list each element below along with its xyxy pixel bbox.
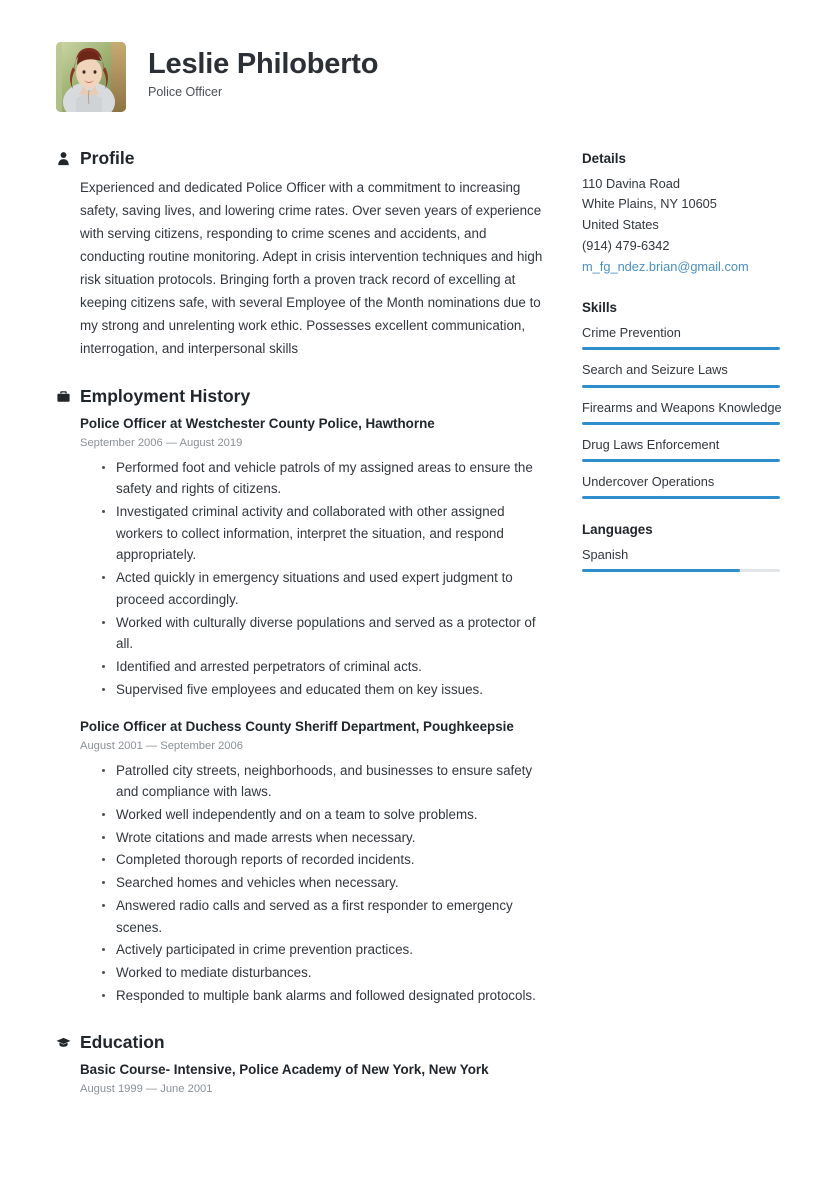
sidebar-details	[582, 150, 814, 277]
section-title: Education	[80, 1032, 165, 1053]
profile-body	[56, 176, 548, 360]
employment-heading	[56, 386, 548, 407]
address-line-1: 110 Davina Road	[582, 175, 680, 191]
skill-meter	[582, 496, 780, 499]
list-item: Searched homes and vehicles when necessary.	[116, 872, 548, 894]
list-item: Worked well independently and on a team to solve problems.	[116, 804, 548, 826]
avatar	[56, 42, 126, 112]
skill-meter	[582, 385, 780, 388]
section-title: Employment History	[80, 386, 251, 407]
entry-date: August 2001 — September 2006	[80, 740, 243, 753]
employment-body	[56, 414, 548, 1006]
list-item: Completed thorough reports of recorded incidents.	[116, 849, 548, 871]
country: United States	[582, 217, 659, 233]
list-item: Supervised five employees and educated them on key issues.	[116, 679, 548, 701]
identity-block	[148, 42, 378, 101]
entry-title: Basic Course- Intensive, Police Academy of New York, New York	[80, 1062, 489, 1078]
list-item: Worked with culturally diverse populations and served as a protector of all.	[116, 612, 548, 655]
skill-label: Crime Prevention	[582, 325, 681, 341]
skill-meter	[582, 459, 780, 462]
email-link[interactable]: m_fg_ndez.brian@gmail.com	[582, 258, 749, 274]
list-item: Wrote citations and made arrests when necessary.	[116, 827, 548, 849]
employment-entry	[80, 717, 548, 1006]
list-item: Actively participated in crime prevention practices.	[116, 939, 548, 961]
skill-meter	[582, 422, 780, 425]
section-education	[56, 1032, 548, 1097]
language-label: Spanish	[582, 546, 629, 562]
skill-label: Drug Laws Enforcement	[582, 436, 720, 452]
skill-item	[582, 398, 814, 425]
list-item: Worked to mediate disturbances.	[116, 962, 548, 984]
resume-header	[56, 42, 784, 112]
sidebar-column	[582, 148, 814, 594]
content-columns	[56, 148, 784, 1124]
address-line-2: White Plains, NY 10605	[582, 196, 717, 212]
sidebar-languages	[582, 521, 814, 572]
skill-item	[582, 360, 814, 387]
skill-meter-fill	[582, 496, 780, 499]
skill-meter-fill	[582, 347, 780, 350]
skill-label: Search and Seizure Laws	[582, 362, 728, 378]
profile-text: Experienced and dedicated Police Officer with a commitment to increasing safety, saving lives, and lowering crime rates. Over seven years of experience with serving citizens, responding to crime scenes and accidents, and conducting routine monitoring. Adept in crisis intervention techniques and high risk situation protocols. Bringing forth a proven track record of excelling at keeping citizens safe, with several Employee of the Month nominations due to my strong and unrelenting work ethic. Possesses excellent communication, interrogation, and interpersonal skills	[80, 180, 543, 357]
skill-item	[582, 435, 814, 462]
skill-meter-fill	[582, 422, 780, 425]
skill-item	[582, 472, 814, 499]
page-title: Leslie Philoberto	[148, 48, 379, 80]
list-item: Responded to multiple bank alarms and followed designated protocols.	[116, 985, 548, 1007]
entry-title: Police Officer at Westchester County Police, Hawthorne	[80, 416, 435, 432]
entry-date: August 1999 — June 2001	[80, 1083, 213, 1096]
list-item: Identified and arrested perpetrators of criminal acts.	[116, 656, 548, 678]
education-heading	[56, 1032, 548, 1053]
skill-meter-fill	[582, 385, 780, 388]
skill-meter	[582, 347, 780, 350]
skill-item	[582, 323, 814, 350]
phone-number: (914) 479-6342	[582, 237, 670, 253]
list-item: Investigated criminal activity and collaborated with other assigned workers to collect information, interpret the situation, and respond appropriately.	[116, 501, 548, 566]
skill-label: Undercover Operations	[582, 473, 715, 489]
education-body	[56, 1060, 548, 1097]
list-item: Answered radio calls and served as a first responder to emergency scenes.	[116, 895, 548, 938]
skills-title: Skills	[582, 300, 617, 316]
list-item: Performed foot and vehicle patrols of my assigned areas to ensure the safety and rights of citizens.	[116, 457, 548, 500]
list-item: Patrolled city streets, neighborhoods, and businesses to ensure safety and compliance with laws.	[116, 760, 548, 803]
employment-entry	[80, 414, 548, 700]
section-profile	[56, 148, 548, 360]
skill-meter-fill	[582, 459, 780, 462]
section-title: Profile	[80, 148, 135, 168]
details-title: Details	[582, 151, 626, 166]
section-employment	[56, 386, 548, 1006]
languages-title: Languages	[582, 522, 653, 538]
skill-label: Firearms and Weapons Knowledge	[582, 399, 782, 415]
profile-heading	[56, 148, 548, 169]
entry-date: September 2006 — August 2019	[80, 437, 243, 450]
entry-bullets	[80, 760, 548, 1007]
language-meter-fill	[582, 569, 740, 572]
graduation-cap-icon	[56, 1035, 71, 1050]
entry-title: Police Officer at Duchess County Sheriff Department, Poughkeepsie	[80, 719, 514, 735]
education-entry	[80, 1060, 548, 1097]
entry-bullets	[80, 457, 548, 701]
language-meter	[582, 569, 780, 572]
main-column	[56, 148, 548, 1124]
list-item: Acted quickly in emergency situations and used expert judgment to proceed accordingly.	[116, 567, 548, 610]
language-item	[582, 545, 814, 572]
briefcase-icon	[56, 389, 71, 404]
job-title: Police Officer	[148, 85, 223, 100]
person-icon	[56, 151, 71, 166]
sidebar-skills	[582, 299, 814, 499]
